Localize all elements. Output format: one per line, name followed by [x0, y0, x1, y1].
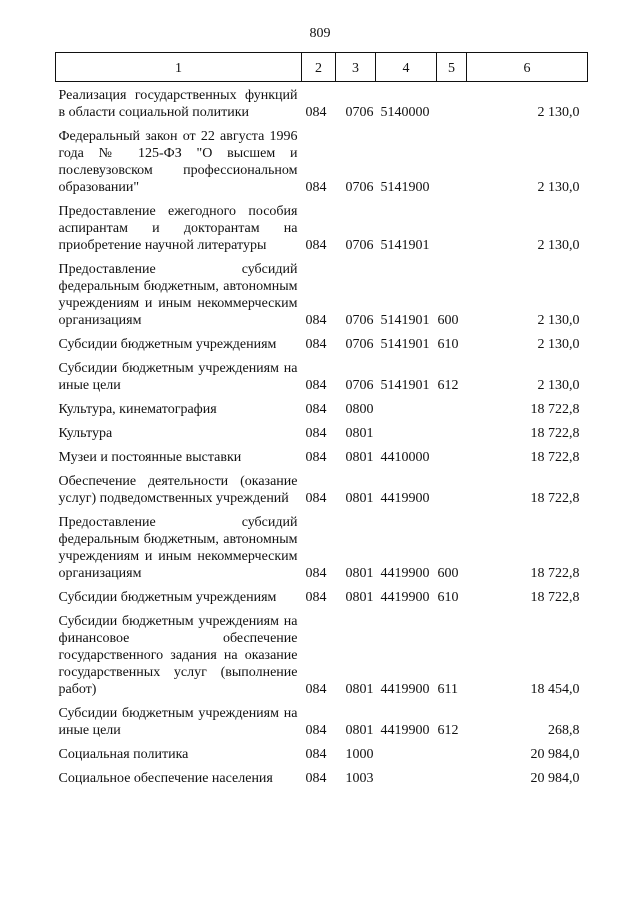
row-section: 0706 [345, 238, 374, 253]
table-row [56, 394, 588, 418]
table-row [56, 353, 588, 394]
row-sum: 2 130,0 [537, 313, 580, 328]
row-ministry-code: 084 [305, 723, 327, 738]
table-row [56, 698, 588, 739]
table-row [56, 82, 588, 122]
row-article: 4419900 [380, 566, 430, 581]
row-expense-type [437, 442, 467, 466]
row-ministry-code: 084 [305, 450, 327, 465]
row-expense-type: 612 [437, 723, 459, 738]
row-expense-type [437, 196, 467, 254]
row-expense-type [437, 418, 467, 442]
row-article: 5141901 [380, 378, 430, 393]
row-name: Субсидии бюджетным учреждениям [58, 590, 277, 605]
row-expense-type: 611 [437, 682, 458, 697]
table-row [56, 121, 588, 196]
row-expense-type: 610 [437, 590, 459, 605]
row-ministry-code: 084 [305, 402, 327, 417]
row-article: 4410000 [380, 450, 430, 465]
row-section: 0801 [345, 682, 374, 697]
row-article: 5141900 [380, 180, 430, 195]
row-sum: 2 130,0 [537, 105, 580, 120]
table-row [56, 763, 588, 787]
row-section: 0801 [345, 590, 374, 605]
row-ministry-code: 084 [305, 491, 327, 506]
row-article: 4419900 [380, 682, 430, 697]
table-row [56, 418, 588, 442]
header-col-1: 1 [56, 53, 302, 82]
row-sum: 2 130,0 [537, 378, 580, 393]
row-sum: 18 722,8 [530, 450, 580, 465]
row-article [376, 418, 437, 442]
row-expense-type: 600 [437, 313, 459, 328]
row-ministry-code: 084 [305, 337, 327, 352]
row-expense-type: 600 [437, 566, 459, 581]
row-name: Реализация государственных функций в области социальной политики [58, 88, 298, 120]
row-sum: 20 984,0 [530, 747, 580, 762]
row-sum: 18 454,0 [530, 682, 580, 697]
row-name: Культура, кинематография [58, 402, 217, 417]
row-sum: 18 722,8 [530, 402, 580, 417]
row-expense-type [437, 739, 467, 763]
row-name: Предоставление субсидий федеральным бюджетным, автономным учреждениям и иным некоммерческим организациям [58, 262, 298, 328]
row-name: Культура [58, 426, 113, 441]
row-ministry-code: 084 [305, 313, 327, 328]
row-article: 5141901 [380, 313, 430, 328]
row-sum: 18 722,8 [530, 491, 580, 506]
table-row [56, 739, 588, 763]
row-section: 0706 [345, 378, 374, 393]
row-ministry-code: 084 [305, 378, 327, 393]
row-ministry-code: 084 [305, 426, 327, 441]
row-ministry-code: 084 [305, 747, 327, 762]
table-row [56, 606, 588, 698]
row-article: 5141901 [380, 337, 430, 352]
row-expense-type: 612 [437, 378, 459, 393]
row-article: 4419900 [380, 491, 430, 506]
row-section: 0801 [345, 426, 374, 441]
row-section: 0801 [345, 491, 374, 506]
row-ministry-code: 084 [305, 105, 327, 120]
table-row [56, 254, 588, 329]
row-section: 1003 [345, 771, 374, 786]
row-name: Социальная политика [58, 747, 189, 762]
header-col-2: 2 [302, 53, 336, 82]
row-expense-type [437, 82, 467, 122]
row-section: 0800 [345, 402, 374, 417]
row-ministry-code: 084 [305, 771, 327, 786]
table-row [56, 466, 588, 507]
row-name: Субсидии бюджетным учреждениям [58, 337, 277, 352]
row-section: 0801 [345, 450, 374, 465]
row-article: 5141901 [380, 238, 430, 253]
row-name: Музеи и постоянные выставки [58, 450, 242, 465]
row-name: Субсидии бюджетным учреждениям на финансовое обеспечение государственного задания на оказание государственных услуг (выполнение работ) [58, 614, 298, 697]
row-section: 0801 [345, 723, 374, 738]
table-row [56, 329, 588, 353]
row-sum: 2 130,0 [537, 337, 580, 352]
row-sum: 268,8 [548, 723, 580, 738]
row-expense-type [437, 466, 467, 507]
row-name: Социальное обеспечение населения [58, 771, 273, 786]
row-ministry-code: 084 [305, 180, 327, 195]
row-name: Субсидии бюджетным учреждениям на иные цели [58, 706, 298, 738]
header-col-3: 3 [336, 53, 376, 82]
row-sum: 18 722,8 [530, 590, 580, 605]
row-article [376, 739, 437, 763]
row-sum: 18 722,8 [530, 566, 580, 581]
row-section: 1000 [345, 747, 374, 762]
row-section: 0801 [345, 566, 374, 581]
page-number: 809 [309, 26, 331, 41]
row-section: 0706 [345, 105, 374, 120]
row-section: 0706 [345, 180, 374, 195]
row-sum: 20 984,0 [530, 771, 580, 786]
row-article [376, 763, 437, 787]
table-row [56, 582, 588, 606]
row-expense-type [437, 121, 467, 196]
table-header-row [56, 53, 588, 82]
table-row [56, 507, 588, 582]
row-article [376, 394, 437, 418]
row-section: 0706 [345, 313, 374, 328]
table-row [56, 196, 588, 254]
row-ministry-code: 084 [305, 590, 327, 605]
row-sum: 2 130,0 [537, 238, 580, 253]
row-section: 0706 [345, 337, 374, 352]
row-sum: 2 130,0 [537, 180, 580, 195]
row-ministry-code: 084 [305, 566, 327, 581]
row-ministry-code: 084 [305, 238, 327, 253]
header-col-6: 6 [467, 53, 588, 82]
row-ministry-code: 084 [305, 682, 327, 697]
header-col-4: 4 [376, 53, 437, 82]
header-col-5: 5 [437, 53, 467, 82]
row-sum: 18 722,8 [530, 426, 580, 441]
row-expense-type [437, 394, 467, 418]
row-expense-type [437, 763, 467, 787]
row-article: 4419900 [380, 723, 430, 738]
row-name: Предоставление ежегодного пособия аспирантам и докторантам на приобретение научной литературы [58, 204, 298, 253]
table-row [56, 442, 588, 466]
row-article: 5140000 [380, 105, 430, 120]
budget-table [55, 52, 588, 787]
row-expense-type: 610 [437, 337, 459, 352]
row-name: Предоставление субсидий федеральным бюджетным, автономным учреждениям и иным некоммерческим организациям [58, 515, 298, 581]
row-name: Субсидии бюджетным учреждениям на иные цели [58, 361, 298, 393]
row-name: Обеспечение деятельности (оказание услуг) подведомственных учреждений [58, 474, 298, 506]
row-name: Федеральный закон от 22 августа 1996 года № 125-ФЗ "О высшем и послевузовском профессиональном образовании" [58, 129, 298, 195]
row-article: 4419900 [380, 590, 430, 605]
